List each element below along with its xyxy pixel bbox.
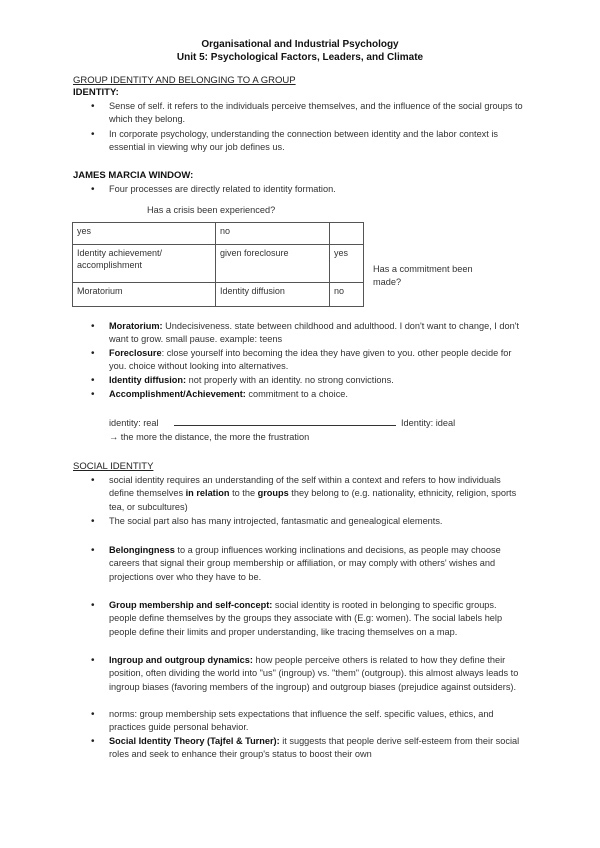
table-cell: Identity diffusion bbox=[216, 283, 330, 307]
scale-right-label: Identity: ideal bbox=[401, 418, 456, 428]
list-item: • norms: group membership sets expectations that influence the self. specific values, ethics, and practices guide personal behavior. bbox=[109, 708, 524, 735]
section-heading-social-identity: SOCIAL IDENTITY bbox=[73, 461, 154, 472]
marcia-heading: JAMES MARCIA WINDOW: bbox=[73, 170, 194, 181]
text-run: to the bbox=[229, 488, 258, 499]
list-item bbox=[109, 388, 524, 401]
list-item bbox=[109, 735, 524, 762]
definition: social identity is rooted in belonging to specific groups. people define themselves by the groups they associate with (E.g: women). The social labels help people define their limits and proper understanding, like tracing themselves on a map. bbox=[109, 600, 503, 637]
list-item bbox=[109, 320, 524, 347]
side-caption: Has a commitment been made? bbox=[373, 264, 473, 287]
list-item bbox=[109, 599, 524, 639]
document-title: Organisational and Industrial Psychology bbox=[201, 39, 399, 50]
definition: it suggests that people derive self-esteem from their social roles and seek to enhance their group's status to boost their own bbox=[109, 736, 520, 760]
list-item: • Sense of self. it refers to the individuals perceive themselves, and the influence of the social groups to which they belong. bbox=[109, 100, 524, 127]
term: Group membership and self-concept: bbox=[109, 600, 273, 610]
table-cell bbox=[330, 223, 364, 245]
list-item: • The social part also has many introjected, fantasmatic and genealogical elements. bbox=[109, 515, 524, 528]
table-row bbox=[73, 223, 364, 245]
term: Belongingness bbox=[109, 545, 175, 555]
text-run: social identity requires an understanding of the self within a context and refers to how individuals define themselves bbox=[109, 475, 501, 499]
table-cell: Identity achievement/ accomplishment bbox=[73, 245, 216, 283]
identity-label: IDENTITY: bbox=[73, 87, 119, 98]
table-row bbox=[73, 283, 364, 307]
definition: : close yourself into becoming the idea they have given to you. other people decide for you. choice without looking into alternatives. bbox=[109, 348, 512, 372]
term: Foreclosure bbox=[109, 348, 162, 358]
table-row bbox=[73, 245, 364, 283]
table-caption: Has a crisis been experienced? bbox=[147, 205, 276, 215]
definition: to a group influences working inclinations and decisions, as people may choose careers that signal their group membership or affiliation, or may comply with others' wishes and projections over who they have to be. bbox=[109, 545, 501, 582]
list-item: • In corporate psychology, understanding the connection between identity and the labor context is essential in viewing why our job defines us. bbox=[109, 128, 524, 155]
list-item bbox=[109, 347, 524, 374]
definition: how people perceive others is related to how they define their position, often dividing the world into "us" (ingroup) vs. "them" (outgroup). this almost always leads to ingroup biases (favoring members of the ingroup) and outgroup biases (prejudice against outsiders). bbox=[109, 655, 519, 692]
list-item bbox=[109, 544, 524, 584]
scale-left-label: identity: real bbox=[109, 418, 159, 428]
table-cell: given foreclosure bbox=[216, 245, 330, 283]
definition: not properly with an identity. no strong convictions. bbox=[186, 375, 394, 385]
table-cell: Moratorium bbox=[73, 283, 216, 307]
text-run: they belong to (e.g. nationality, ethnicity, religion, sports tea, or subcultures) bbox=[109, 488, 517, 512]
identity-status-table bbox=[72, 222, 364, 307]
term: Identity diffusion: bbox=[109, 375, 187, 385]
table-cell: yes bbox=[330, 245, 364, 283]
definition: Undecisiveness. state between childhood and adulthood. I don't want to change, I don't want to grow. small pause. example: teens bbox=[109, 321, 520, 345]
list-item bbox=[109, 474, 524, 514]
distance-line bbox=[174, 425, 396, 426]
term: Ingroup and outgroup dynamics: bbox=[109, 655, 253, 665]
table-cell: yes bbox=[73, 223, 216, 245]
term: Social Identity Theory (Tajfel & Turner): bbox=[109, 736, 280, 746]
text-run: groups bbox=[257, 488, 289, 499]
definition: commitment to a choice. bbox=[245, 389, 348, 399]
term: Moratorium: bbox=[109, 321, 163, 331]
scale-note: → the more the distance, the more the frustration bbox=[109, 432, 310, 442]
section-heading-group-identity: GROUP IDENTITY AND BELONGING TO A GROUP bbox=[73, 75, 296, 86]
text-run: in relation bbox=[185, 488, 230, 499]
list-item bbox=[109, 374, 524, 387]
list-item: • Four processes are directly related to identity formation. bbox=[109, 183, 524, 196]
table-cell: no bbox=[216, 223, 330, 245]
table-cell: no bbox=[330, 283, 364, 307]
term: Accomplishment/Achievement: bbox=[109, 389, 246, 399]
document-subtitle: Unit 5: Psychological Factors, Leaders, and Climate bbox=[176, 52, 424, 63]
list-item bbox=[109, 654, 524, 694]
